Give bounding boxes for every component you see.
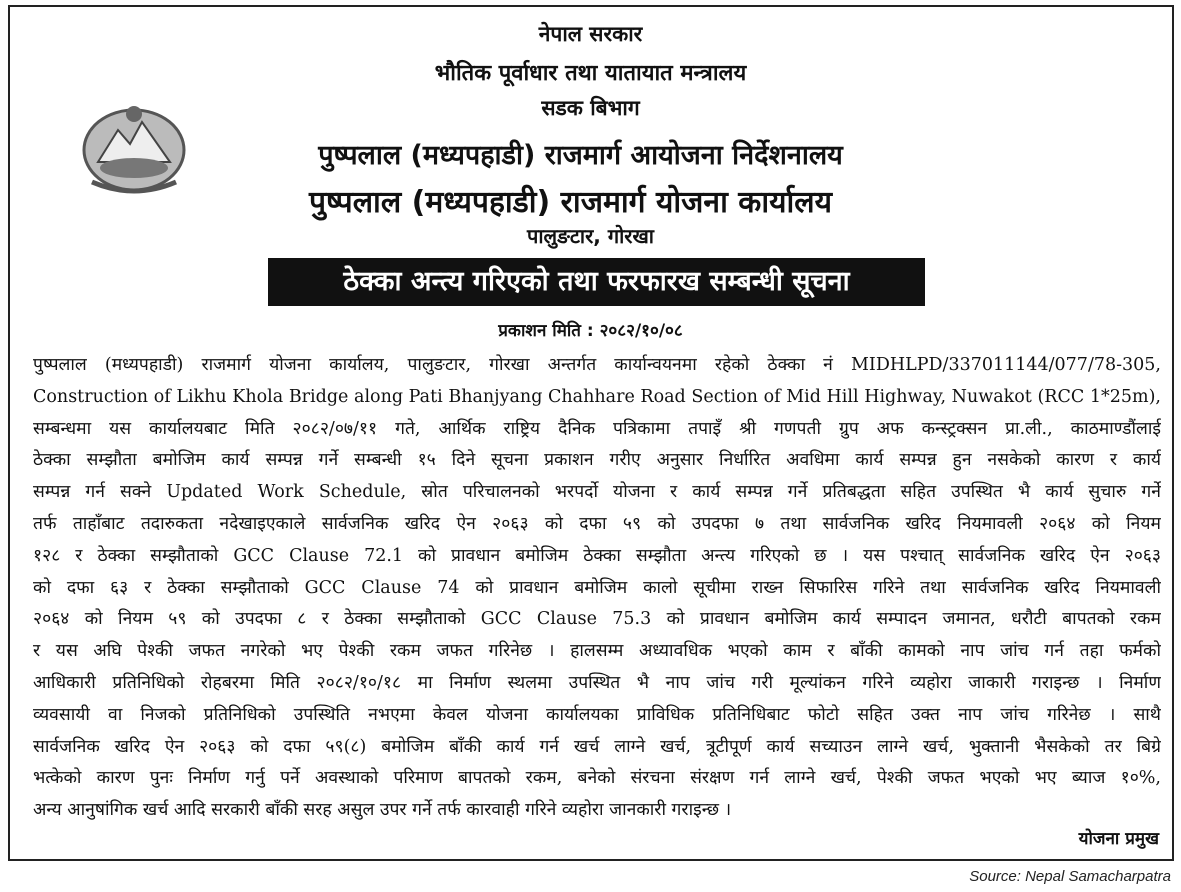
- signature: योजना प्रमुख: [1078, 829, 1159, 849]
- header-line-6: पालुङटार, गोरखा: [526, 224, 654, 248]
- body-line: को दफा ६३ र ठेक्का सम्झौताको GCC Clause 74 को प्रावधान बमोजिम कालो सूचीमा राख्न सिफारिस गरिने तथा सार्वजनिक खरिद नियमावली: [33, 577, 1161, 598]
- header-line-5: पुष्पलाल (मध्यपहाडी) राजमार्ग योजना कार्यालय: [308, 185, 833, 220]
- header-line-1: नेपाल सरकार: [538, 22, 643, 46]
- body-line: Construction of Likhu Khola Bridge along Pati Bhanjyang Chahhare Road Section of Mid Hill Highway, Nuwakot (RCC 1*25m),: [33, 386, 1161, 407]
- publish-date: प्रकाशन मिति : २०८२/१०/०८: [498, 321, 683, 341]
- body-line: सम्बन्धमा यस कार्यालयबाट मिति २०८२/०७/११ गते, आर्थिक राष्ट्रिय दैनिक पत्रिकामा तपाइँ श्री गणपती ग्रुप अफ कन्स्ट्रक्सन प्रा.ली., काठमाण्डौंलाई: [33, 418, 1161, 439]
- body-line: अन्य आनुषांगिक खर्च आदि सरकारी बाँकी सरह असुल उपर गर्ने तर्फ कारवाही गरिने व्यहोरा जानकारी गराइन्छ ।: [33, 800, 732, 821]
- notice-title: ठेक्का अन्त्य गरिएको तथा फरफारख सम्बन्धी सूचना: [268, 258, 925, 306]
- body-line: आधिकारी प्रतिनिधिको रोहबरमा मिति २०८२/१०/१८ मा निर्माण स्थलमा उपस्थित भै नाप जांच गरी मूल्यांकन गरिने व्यहोरा जाकारी गराइन्छ । निर्माण: [33, 672, 1161, 693]
- body-line: सम्पन्न गर्न सक्ने Updated Work Schedule, स्रोत परिचालनको भरपर्दो योजना र कार्य सम्पन्न गर्ने प्रतिबद्धता सहित उपस्थित भै कार्य सुचारु गर्ने: [33, 482, 1161, 503]
- notice-body: [33, 350, 1161, 827]
- header-line-2: भौतिक पूर्वाधार तथा यातायात मन्त्रालय: [434, 61, 747, 86]
- header-line-4: पुष्पलाल (मध्यपहाडी) राजमार्ग आयोजना निर्देशनालय: [318, 140, 843, 171]
- body-line: व्यवसायी वा निजको प्रतिनिधिको उपस्थिति नभएमा केवल योजना कार्यालयका प्राविधिक प्रतिनिधिबाट फोटो सहित उक्त नाप जांच गरिनेछ । साथै: [33, 704, 1161, 725]
- body-line: र यस अघि पेश्की जफत नगरेको भए पेश्की रकम जफत गरिनेछ । हालसम्म अध्यावधिक भएको काम र बाँकी कामको नाप जांच गर्न तहा फर्मको: [33, 641, 1161, 662]
- body-line: १२८ र ठेक्का सम्झौताको GCC Clause 72.1 को प्रावधान बमोजिम ठेक्का सम्झौता अन्त्य गरिएको छ । यस पश्चात् सार्वजनिक खरिद ऐन २०६३: [33, 545, 1161, 566]
- body-line: सार्वजनिक खरिद ऐन २०६३ को दफा ५९(८) बमोजिम बाँकी कार्य गर्न खर्च लाग्ने खर्च, त्रूटीपूर्ण कार्य सच्याउन लाग्ने खर्च, भुक्तानी भैसकेको तर बिग्रे: [33, 736, 1161, 757]
- body-line: ठेक्का सम्झौता बमोजिम कार्य सम्पन्न गर्ने सम्बन्धी १५ दिने सूचना प्रकाशन गरीए अनुसार निर्धारित अवधिमा कार्य सम्पन्न हुन नसकेको कारण र कार्य: [33, 450, 1161, 471]
- body-line: तर्फ ताहाँबाट तदारुकता नदेखाइएकाले सार्वजनिक खरिद ऐन २०६३ को दफा ५९ को उपदफा ७ तथा सार्वजनिक खरिद नियमावली २०६४ को नियम: [33, 513, 1161, 534]
- body-line: २०६४ को नियम ५९ को उपदफा ८ र ठेक्का सम्झौताको GCC Clause 75.3 को प्रावधान बमोजिम कार्य सम्पादन जमानत, धरौटी बापतको रकम: [33, 609, 1161, 630]
- source-caption: Source: Nepal Samacharpatra: [969, 868, 1171, 885]
- body-line: भत्केको कारण पुनः निर्माण गर्नु पर्ने अवस्थाको परिमाण बापतको रकम, बनेको संरचना संरक्षण गर्न लाग्ने खर्च, पेश्की जफत भएको भए ब्याज १०%,: [33, 768, 1161, 789]
- body-line: पुष्पलाल (मध्यपहाडी) राजमार्ग योजना कार्यालय, पालुङटार, गोरखा अन्तर्गत कार्यान्वयनमा रहेको ठेक्का नं MIDHLPD/337011144/077/78-305,: [33, 355, 1161, 375]
- header-line-3: सडक बिभाग: [541, 96, 640, 120]
